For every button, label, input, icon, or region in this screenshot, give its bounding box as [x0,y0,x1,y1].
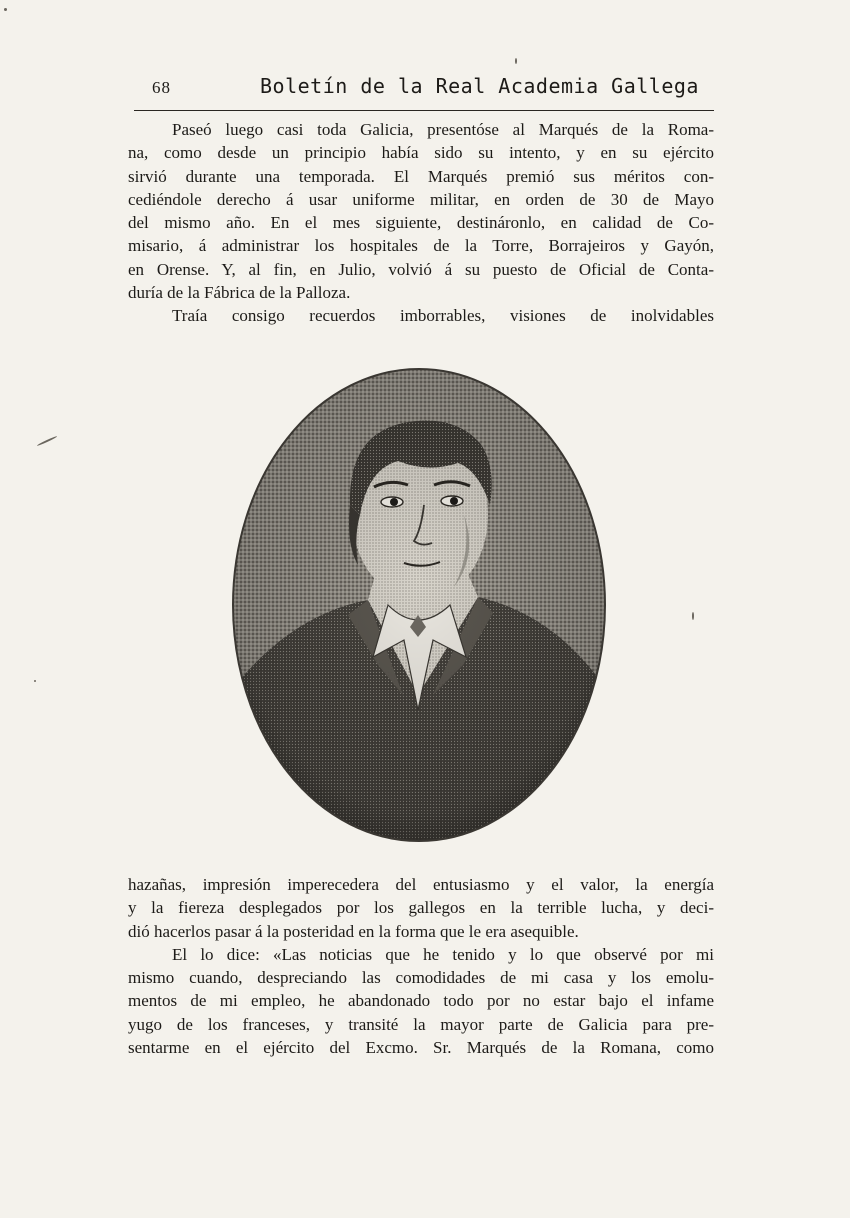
text-line: cediéndole derecho á usar uniforme militar, en orden de 30 de Mayo [128,189,714,209]
text-line: dió hacerlos pasar á la posteridad en la forma que le era asequible. [128,921,579,941]
text-line: en Orense. Y, al fin, en Julio, volvió á su puesto de Oficial de Conta- [128,259,714,279]
text-line: Paseó luego casi toda Galicia, presentóse al Marqués de la Roma- [172,120,714,139]
text-line: y la fiereza desplegados por los gallegos en la terrible lucha, y deci- [128,898,714,918]
scan-speck [34,680,36,682]
text-line: El lo dice: «Las noticias que he tenido y lo que observé por mi [172,944,714,964]
scan-speck [37,435,58,446]
text-line: yugo de los franceses, y transité la mayor parte de Galicia para pre- [128,1014,714,1034]
text-line: misario, á administrar los hospitales de la Torre, Borrajeiros y Gayón, [128,236,714,256]
text-line: hazañas, impresión imperecedera del entusiasmo y el valor, la energía [128,875,714,894]
upper-paragraphs [128,118,714,328]
text-line: del mismo año. En el mes siguiente, destináronlo, en calidad de Co- [128,213,714,233]
text-line: duría de la Fábrica de la Palloza. [128,283,351,303]
text-line: na, como desde un principio había sido su intento, y en su ejército [128,143,714,163]
scan-speck [515,58,517,64]
page-header [134,74,714,111]
running-title: Boletín de la Real Academia Gallega [260,74,699,98]
scan-speck [692,612,694,620]
oval-portrait-engraving [228,365,610,845]
text-line: mentos de mi empleo, he abandonado todo por no estar bajo el infame [128,991,714,1011]
text-line: sirvió durante una temporada. El Marqués premió sus méritos con- [128,166,714,186]
text-line: mismo cuando, despreciando las comodidades de mi casa y los emolu- [128,968,714,988]
page-number: 68 [152,78,171,97]
scan-speck [4,8,7,11]
text-line: Traía consigo recuerdos imborrables, visiones de inolvidables [172,306,714,326]
lower-paragraphs [128,873,714,1059]
text-line: sentarme en el ejército del Excmo. Sr. Marqués de la Romana, como [128,1038,714,1058]
